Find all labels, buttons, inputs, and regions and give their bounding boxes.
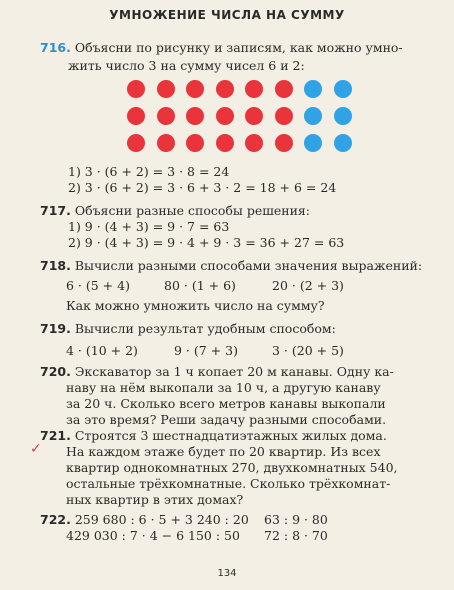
red-dot: [245, 134, 263, 152]
red-dot: [127, 134, 145, 152]
exercise-716-record2: 2) 3 · (6 + 2) = 3 · 6 + 3 · 2 = 18 + 6 = 24: [68, 180, 337, 195]
exercise-721-line3: квартир однокомнатных 270, двухкомнатных 540,: [66, 460, 398, 475]
exercise-722-line2: 429 030 : 7 · 4 − 6 150 : 50: [66, 528, 240, 543]
exercise-717-record1: 1) 9 · (4 + 3) = 9 · 7 = 63: [68, 219, 230, 234]
exercise-719-line: 719. Вычисли результат удобным способом:: [40, 321, 336, 336]
exercise-716-record1: 1) 3 · (6 + 2) = 3 · 8 = 24: [68, 164, 230, 179]
exercise-721-line5: ных квартир в этих домах?: [66, 492, 244, 507]
red-dot: [216, 107, 234, 125]
exercise-720-number: 720.: [40, 364, 71, 379]
exercise-721-line2: На каждом этаже будет по 20 квартир. Из всех: [66, 444, 381, 459]
exercise-717-line: 717. Объясни разные способы решения:: [40, 203, 311, 218]
exercise-721-line1: 721. Строятся 3 шестнадцатиэтажных жилых дома.: [40, 428, 387, 443]
exercise-722-col2-expr2: 72 : 8 · 70: [264, 528, 328, 543]
blue-dot: [304, 134, 322, 152]
exercise-721-line4: остальные трёхкомнатные. Сколько трёхкомнат-: [66, 476, 391, 491]
red-dot: [186, 80, 204, 98]
red-dot: [245, 107, 263, 125]
exercise-718-expr: 6 · (5 + 4): [66, 278, 130, 293]
exercise-719-expr: 9 · (7 + 3): [174, 343, 238, 358]
exercise-722-col2-expr1: 63 : 9 · 80: [264, 512, 328, 527]
check-mark-icon: ✓: [30, 441, 42, 457]
exercise-720-line3: за 20 ч. Сколько всего метров канавы выкопали: [66, 396, 386, 411]
exercise-720-line4: за это время? Реши задачу разными способами.: [66, 412, 387, 427]
exercise-718-number: 718.: [40, 258, 71, 273]
exercise-716-number: 716.: [40, 40, 71, 55]
red-dot: [186, 134, 204, 152]
dot-diagram: [127, 80, 363, 160]
red-dot: [275, 134, 293, 152]
exercise-717-number: 717.: [40, 203, 71, 218]
red-dot: [186, 107, 204, 125]
blue-dot: [304, 107, 322, 125]
red-dot: [216, 134, 234, 152]
blue-dot: [334, 134, 352, 152]
blue-dot: [334, 107, 352, 125]
exercise-717-record2: 2) 9 · (4 + 3) = 9 · 4 + 9 · 3 = 36 + 27 = 63: [68, 235, 345, 250]
exercise-718-expr: 20 · (2 + 3): [272, 278, 344, 293]
exercise-718-expr: 80 · (1 + 6): [164, 278, 236, 293]
red-dot: [216, 80, 234, 98]
red-dot: [245, 80, 263, 98]
red-dot: [127, 107, 145, 125]
blue-dot: [304, 80, 322, 98]
red-dot: [275, 80, 293, 98]
page-number: 134: [217, 568, 237, 579]
exercise-722-number: 722.: [40, 512, 71, 527]
page-title: УМНОЖЕНИЕ ЧИСЛА НА СУММУ: [109, 8, 345, 22]
exercise-722-line1: 722. 259 680 : 6 · 5 + 3 240 : 20: [40, 512, 249, 527]
exercise-718-line: 718. Вычисли разными способами значения выражений:: [40, 258, 423, 273]
exercise-719-expr: 3 · (20 + 5): [272, 343, 344, 358]
red-dot: [127, 80, 145, 98]
exercise-719-number: 719.: [40, 321, 71, 336]
red-dot: [275, 107, 293, 125]
red-dot: [157, 80, 175, 98]
blue-dot: [334, 80, 352, 98]
exercise-718-question: Как можно умножить число на сумму?: [66, 298, 325, 313]
red-dot: [157, 134, 175, 152]
exercise-719-expr: 4 · (10 + 2): [66, 343, 138, 358]
exercise-721-number: 721.: [40, 428, 71, 443]
exercise-720-line1: 720. Экскаватор за 1 ч копает 20 м канавы. Одну ка-: [40, 364, 394, 379]
red-dot: [157, 107, 175, 125]
exercise-720-line2: наву на нём выкопали за 10 ч, а другую канаву: [66, 380, 381, 395]
exercise-716-line1: 716. Объясни по рисунку и записям, как можно умно-: [40, 40, 403, 55]
exercise-716-line2: жить число 3 на сумму чисел 6 и 2:: [68, 58, 305, 73]
